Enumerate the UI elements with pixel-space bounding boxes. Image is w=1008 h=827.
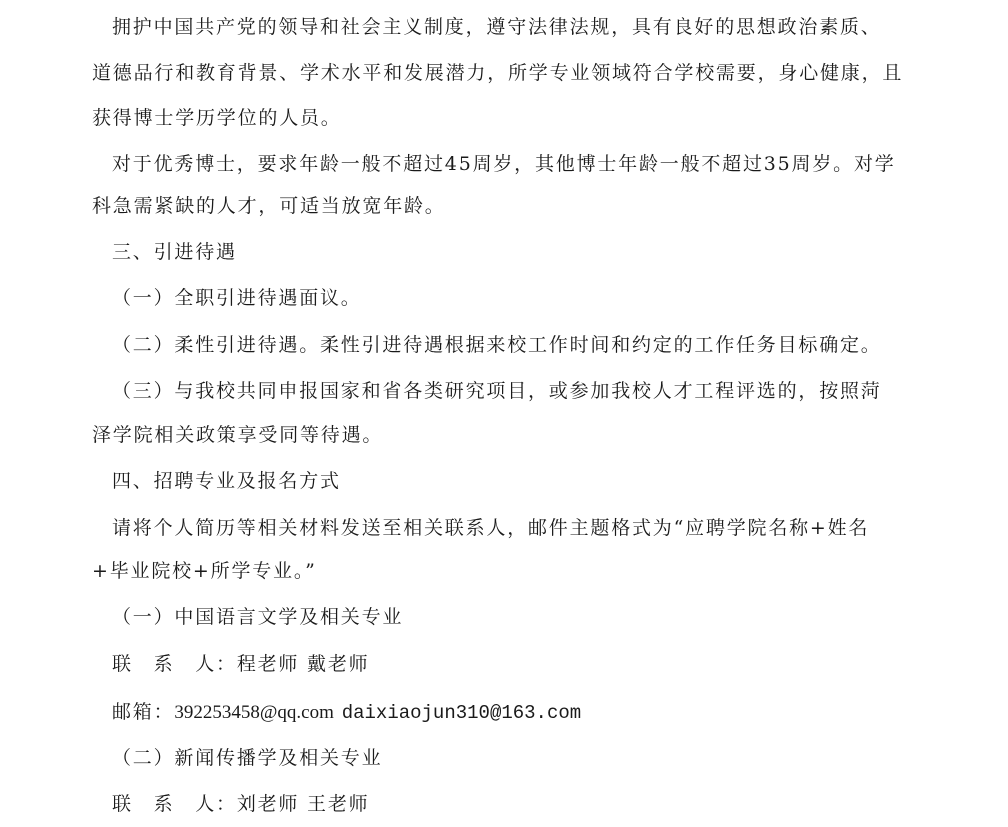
section-4-heading: 四、招聘专业及报名方式	[112, 470, 341, 492]
email-address-2[interactable]: daixiaojun310@163.com	[341, 702, 582, 724]
contact-label: 联 系 人：	[112, 653, 237, 675]
paragraph-age-line-1: 对于优秀博士，要求年龄一般不超过45周岁，其他博士年龄一般不超过35周岁。对学	[112, 153, 896, 175]
contact-label: 联 系 人：	[112, 793, 237, 815]
paragraph-eligibility-line-1: 拥护中国共产党的领导和社会主义制度，遵守法律法规，具有良好的思想政治素质、	[112, 16, 882, 38]
paragraph-eligibility-line-2: 道德品行和教育背景、学术水平和发展潜力，所学专业领域符合学校需要，身心健康，且	[92, 62, 904, 84]
major-1-contact	[112, 652, 369, 676]
major-1-title: （一）中国语言文学及相关专业	[112, 606, 404, 628]
major-2-contact	[112, 792, 369, 816]
paragraph-age-line-2: 科急需紧缺的人才，可适当放宽年龄。	[92, 195, 446, 217]
contact-names: 程老师 戴老师	[236, 653, 370, 675]
major-1-email	[112, 700, 581, 725]
paragraph-eligibility-line-3: 获得博士学历学位的人员。	[92, 107, 342, 129]
contact-names: 刘老师 王老师	[236, 793, 370, 815]
major-2-title: （二）新闻传播学及相关专业	[112, 747, 383, 769]
email-address-1[interactable]: 392253458@qq.com	[174, 702, 334, 723]
section-3-item-2: （二）柔性引进待遇。柔性引进待遇根据来校工作时间和约定的工作任务目标确定。	[112, 334, 882, 356]
section-3-heading: 三、引进待遇	[112, 241, 237, 263]
section-3-item-3-line-1: （三）与我校共同申报国家和省各类研究项目，或参加我校人才工程评选的，按照菏	[112, 380, 882, 402]
section-3-item-3-line-2: 泽学院相关政策享受同等待遇。	[92, 424, 384, 446]
section-4-intro-line-2: +毕业院校+所学专业。”	[92, 560, 317, 582]
section-4-intro-line-1: 请将个人简历等相关材料发送至相关联系人，邮件主题格式为“应聘学院名称+姓名	[112, 517, 870, 539]
email-label: 邮箱：	[112, 701, 175, 723]
section-3-item-1: （一）全职引进待遇面议。	[112, 287, 362, 309]
